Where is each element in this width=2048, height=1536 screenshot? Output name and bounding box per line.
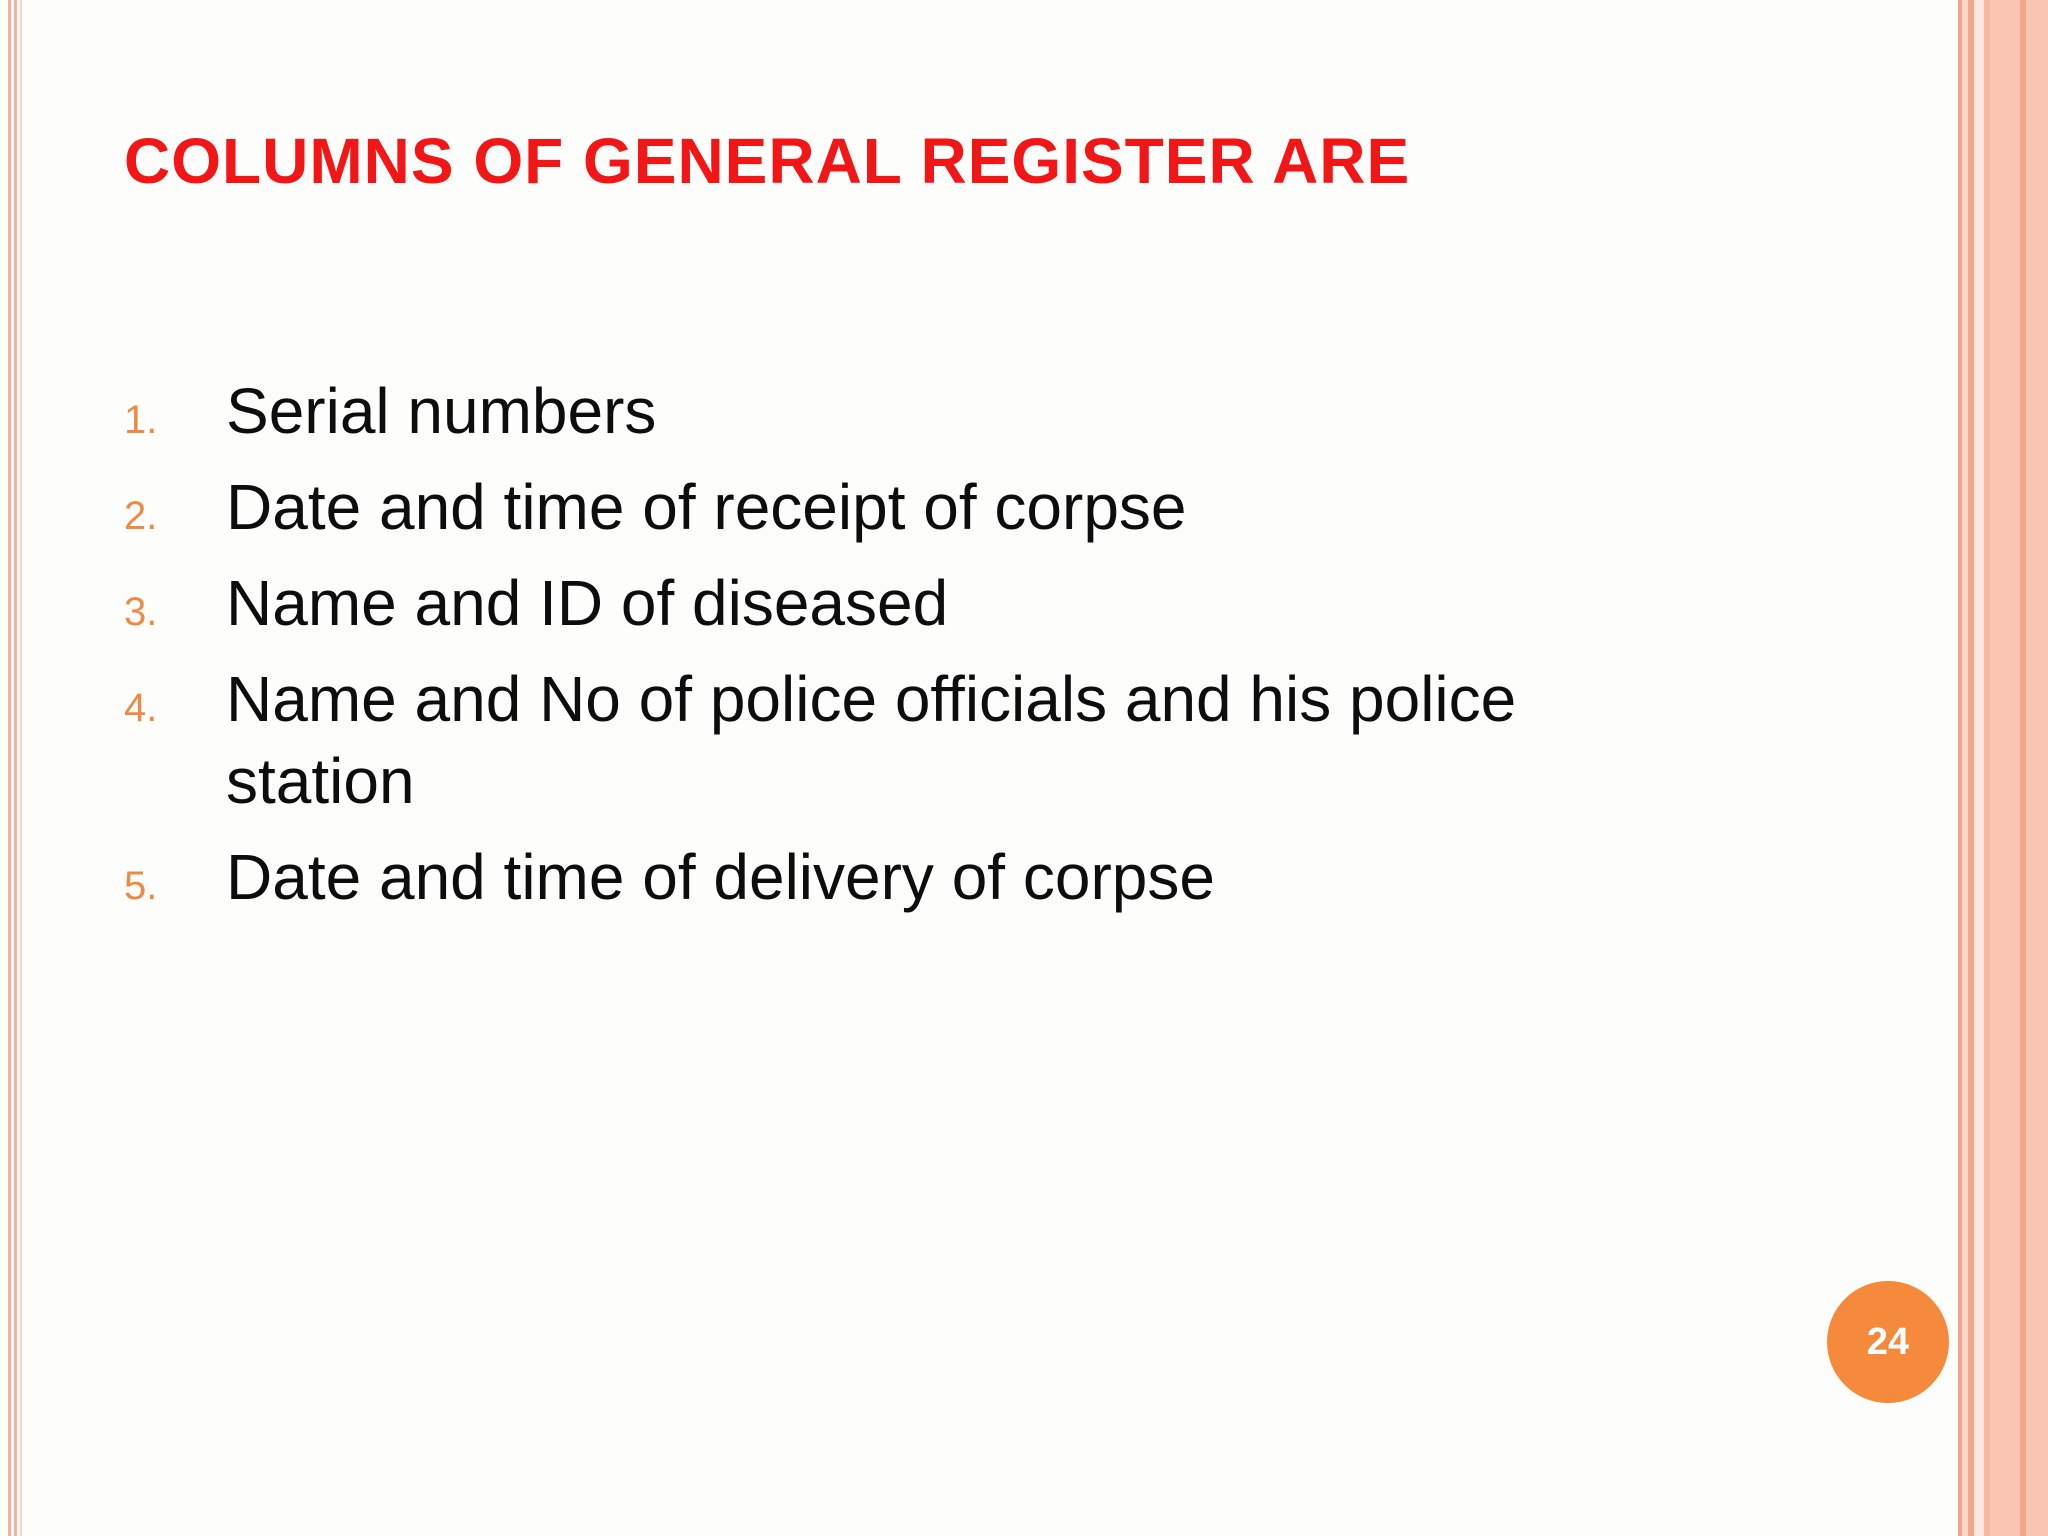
- list-item: [124, 370, 1684, 452]
- list-item: [124, 562, 1684, 644]
- page-number: 24: [1866, 1320, 1910, 1363]
- numbered-list: [124, 370, 1684, 932]
- list-item-text: Serial numbers: [226, 375, 657, 447]
- list-item-number: 2.: [124, 494, 158, 538]
- list-item-text: Name and ID of diseased: [226, 567, 949, 639]
- list-item-text: Date and time of receipt of corpse: [226, 471, 1187, 543]
- right-border-stripe: [1990, 0, 2020, 1536]
- list-item-number: 5.: [124, 864, 158, 908]
- left-border-line: [14, 0, 17, 1536]
- list-item-number: 3.: [124, 590, 158, 634]
- list-item-text: Date and time of delivery of corpse: [226, 841, 1215, 913]
- right-border-stripe: [1974, 0, 1984, 1536]
- list-item: [124, 466, 1684, 548]
- list-item-number: 1.: [124, 398, 158, 442]
- list-item-text: Name and No of police officials and his police station: [226, 663, 1517, 817]
- left-border-line: [8, 0, 11, 1536]
- list-item: [124, 836, 1684, 918]
- slide-title: COLUMNS OF GENERAL REGISTER ARE: [124, 125, 1411, 197]
- list-item: [124, 658, 1684, 822]
- list-item-number: 4.: [124, 686, 158, 730]
- page-number-badge: [1827, 1281, 1949, 1403]
- right-border-stripe: [2026, 0, 2048, 1536]
- left-border-line: [20, 0, 22, 1536]
